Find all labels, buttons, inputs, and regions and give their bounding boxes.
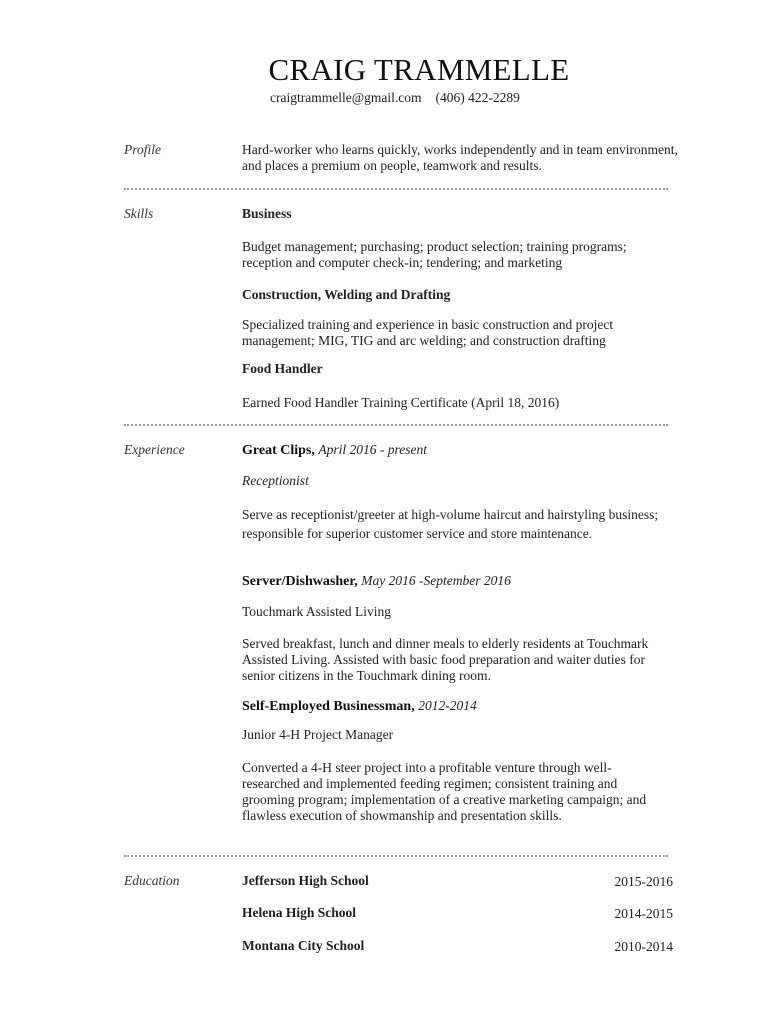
school-name: Helena High School <box>242 905 357 920</box>
job-text: Served breakfast, lunch and dinner meals to elderly residents at Touchmark Assisted Living. Assisted with basic food preparation and waiter duties for senior citizens in the Touchmark dining room. <box>242 636 649 683</box>
education-label: Education <box>124 873 180 888</box>
school-years: 2015-2016 <box>614 874 673 889</box>
school-name: Montana City School <box>242 938 365 953</box>
job-subtitle: Junior 4-H Project Manager <box>242 727 394 742</box>
job-heading: Self-Employed Businessman, 2012-2014 <box>242 698 477 714</box>
profile-text: Hard-worker who learns quickly, works independently and in team environment, and places a premium on people, teamwork and results. <box>242 142 678 173</box>
profile-label: Profile <box>124 142 161 157</box>
job-dates: 2012-2014 <box>418 698 477 713</box>
section-divider <box>124 188 668 190</box>
skill-title: Food Handler <box>242 361 323 376</box>
job-heading: Great Clips, April 2016 - present <box>242 442 427 458</box>
skill-text: Budget management; purchasing; product selection; training programs; reception and computer check-in; tendering; and marketing <box>242 239 627 270</box>
school-name: Jefferson High School <box>242 873 369 888</box>
job-text: Converted a 4-H steer project into a profitable venture through well-researched and implemented feeding regimen; consistent training and grooming program; implementation of a creative marketing campaign; and flawless execution of showmanship and presentation skills. <box>242 760 647 823</box>
experience-label: Experience <box>124 442 185 457</box>
job-title: Server/Dishwasher <box>242 574 355 589</box>
email-text: craigtrammelle@gmail.com <box>270 90 422 105</box>
section-divider <box>124 855 668 857</box>
job-title: Self-Employed Businessman <box>242 699 412 714</box>
job-heading: Server/Dishwasher, May 2016 -September 2016 <box>242 573 511 589</box>
job-subtitle: Touchmark Assisted Living <box>242 604 392 619</box>
skill-title: Business <box>242 206 292 221</box>
skills-label: Skills <box>124 206 154 221</box>
skill-title: Construction, Welding and Drafting <box>242 287 451 302</box>
job-subtitle: Receptionist <box>242 473 309 488</box>
section-divider <box>124 424 668 426</box>
school-years: 2014-2015 <box>614 906 673 921</box>
job-dates: May 2016 -September 2016 <box>361 573 511 588</box>
candidate-name: CRAIG TRAMMELLE <box>268 52 570 87</box>
job-title: Great Clips <box>242 443 312 458</box>
skill-text: Earned Food Handler Training Certificate (April 18, 2016) <box>242 395 560 410</box>
job-dates: April 2016 - present <box>318 442 427 457</box>
phone-text: (406) 422-2289 <box>435 90 520 105</box>
school-years: 2010-2014 <box>614 939 673 954</box>
contact-line <box>270 90 520 106</box>
skill-text: Specialized training and experience in basic construction and project management; MIG, TIG and arc welding; and construction drafting <box>242 317 614 348</box>
job-text: Serve as receptionist/greeter at high-volume haircut and hairstyling business; responsible for superior customer service and store maintenance. <box>242 507 659 541</box>
